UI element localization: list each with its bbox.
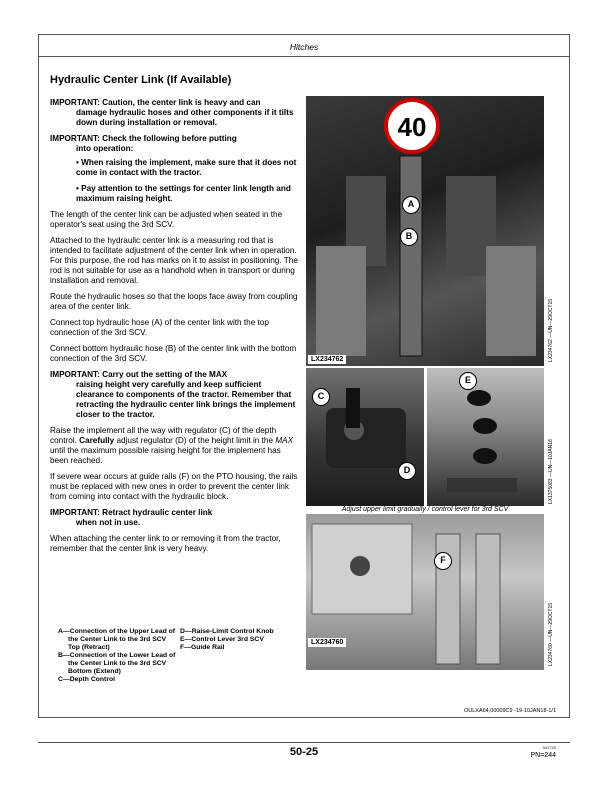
page-number: 50-25	[289, 746, 319, 758]
guide-rail-photo	[306, 514, 544, 670]
date-code: 041720	[542, 745, 556, 750]
figure-side-3: LX1375083 —UN—10JAN18	[548, 439, 554, 504]
body-text	[50, 98, 298, 560]
page-title: Hydraulic Center Link (If Available)	[50, 74, 232, 86]
callout-f: F	[434, 552, 452, 570]
header-rule	[38, 56, 570, 57]
pn-number: PN=244	[530, 752, 556, 759]
center-link-photo	[306, 96, 544, 366]
scv-lever-illustration	[427, 368, 544, 506]
important-note-4: IMPORTANT: Retract hydraulic center link when not in use.	[50, 508, 213, 527]
paragraph-6: Raise the implement all the way with regulator (C) of the depth control. Carefully adjust regulator (D) of the height limit in the MAX until the maximum possible raising height for the implement has been reached.	[50, 426, 294, 465]
legend-item-e: E—Control Lever 3rd SCV	[180, 636, 264, 643]
legend-item-a: A—Connection of the Upper Lead of the Center Link to the 3rd SCV Top (Retract)	[58, 628, 176, 651]
paragraph-7: If severe wear occurs at guide rails (F) on the PTO housing, the rails must be replaced with new ones in order to prevent the center link from coming into contact with the hydraulic block.	[50, 472, 298, 501]
paragraph-5: Connect bottom hydraulic hose (B) of the center link with the bottom connection of the 3rd SCV.	[50, 344, 297, 363]
legend-item-d: D—Raise-Limit Control Knob	[180, 628, 274, 635]
figure-tag-4: LX234760	[308, 638, 346, 647]
document-reference: OULXA64,00009C9 -19-10JAN18-1/1	[463, 708, 556, 714]
section-header: Hitches	[289, 42, 319, 52]
paragraph-4: Connect top hydraulic hose (A) of the center link with the top connection of the 3rd SCV.	[50, 318, 269, 337]
center-link-illustration	[306, 96, 544, 366]
figure-side-4: LX234760 —UN—29OCT15	[548, 602, 554, 666]
footer-rule	[38, 742, 570, 743]
important-note-2: IMPORTANT: Check the following before putting into operation:	[50, 134, 237, 153]
callout-c: C	[312, 388, 330, 406]
callout-e: E	[459, 372, 477, 390]
legend-item-f: F—Guide Rail	[180, 644, 225, 651]
legend-item-b: B—Connection of the Lower Lead of the Center Link to the 3rd SCV Bottom (Extend)	[58, 652, 176, 675]
callout-b: B	[400, 228, 418, 246]
paragraph-3: Route the hydraulic hoses so that the loops face away from coupling area of the center link.	[50, 292, 298, 311]
important-note-3: IMPORTANT: Carry out the setting of the MAX raising height very carefully and keep sufficient clearance to components of the tractor. Remember that retracting the hydraulic center link brings the implement closer to the tractor.	[50, 370, 296, 419]
paragraph-1: The length of the center link can be adjusted when seated in the operator's seat using the 3rd SCV.	[50, 210, 283, 229]
legend-col-2	[180, 628, 320, 652]
figure-tag-1: LX234762	[308, 355, 346, 364]
depth-control-photo	[306, 368, 424, 506]
speed-sign-text: 40	[397, 112, 427, 142]
callout-a: A	[402, 196, 420, 214]
figure-side-1: LX234762 —UN—29OCT15	[548, 298, 554, 362]
important-note-1: IMPORTANT: Caution, the center link is heavy and can damage hydraulic hoses and other components if it tilts down during installation or removal.	[50, 98, 294, 127]
bullet-2: • Pay attention to the settings for center link length and maximum raising height.	[76, 184, 291, 203]
bullet-1: • When raising the implement, make sure that it does not come in contact with the tractor.	[76, 158, 297, 177]
figure-caption: Adjust upper limit gradually / control lever for 3rd SCV	[341, 506, 509, 513]
paragraph-8: When attaching the center link to or removing it from the tractor, remember that the center link is very heavy.	[50, 534, 281, 553]
paragraph-2: Attached to the hydraulic center link is a measuring rod that is intended to facilitate adjustment of the center link when in operation. For this purpose, the rod has marks on it to assist in positioning. The rod is not suitable for use as a handhold when in transport or during installation and removal.	[50, 236, 298, 285]
callout-d: D	[398, 462, 416, 480]
legend-item-c: C—Depth Control	[58, 676, 116, 683]
legend-col-1	[58, 628, 176, 684]
scv-lever-photo	[427, 368, 544, 506]
